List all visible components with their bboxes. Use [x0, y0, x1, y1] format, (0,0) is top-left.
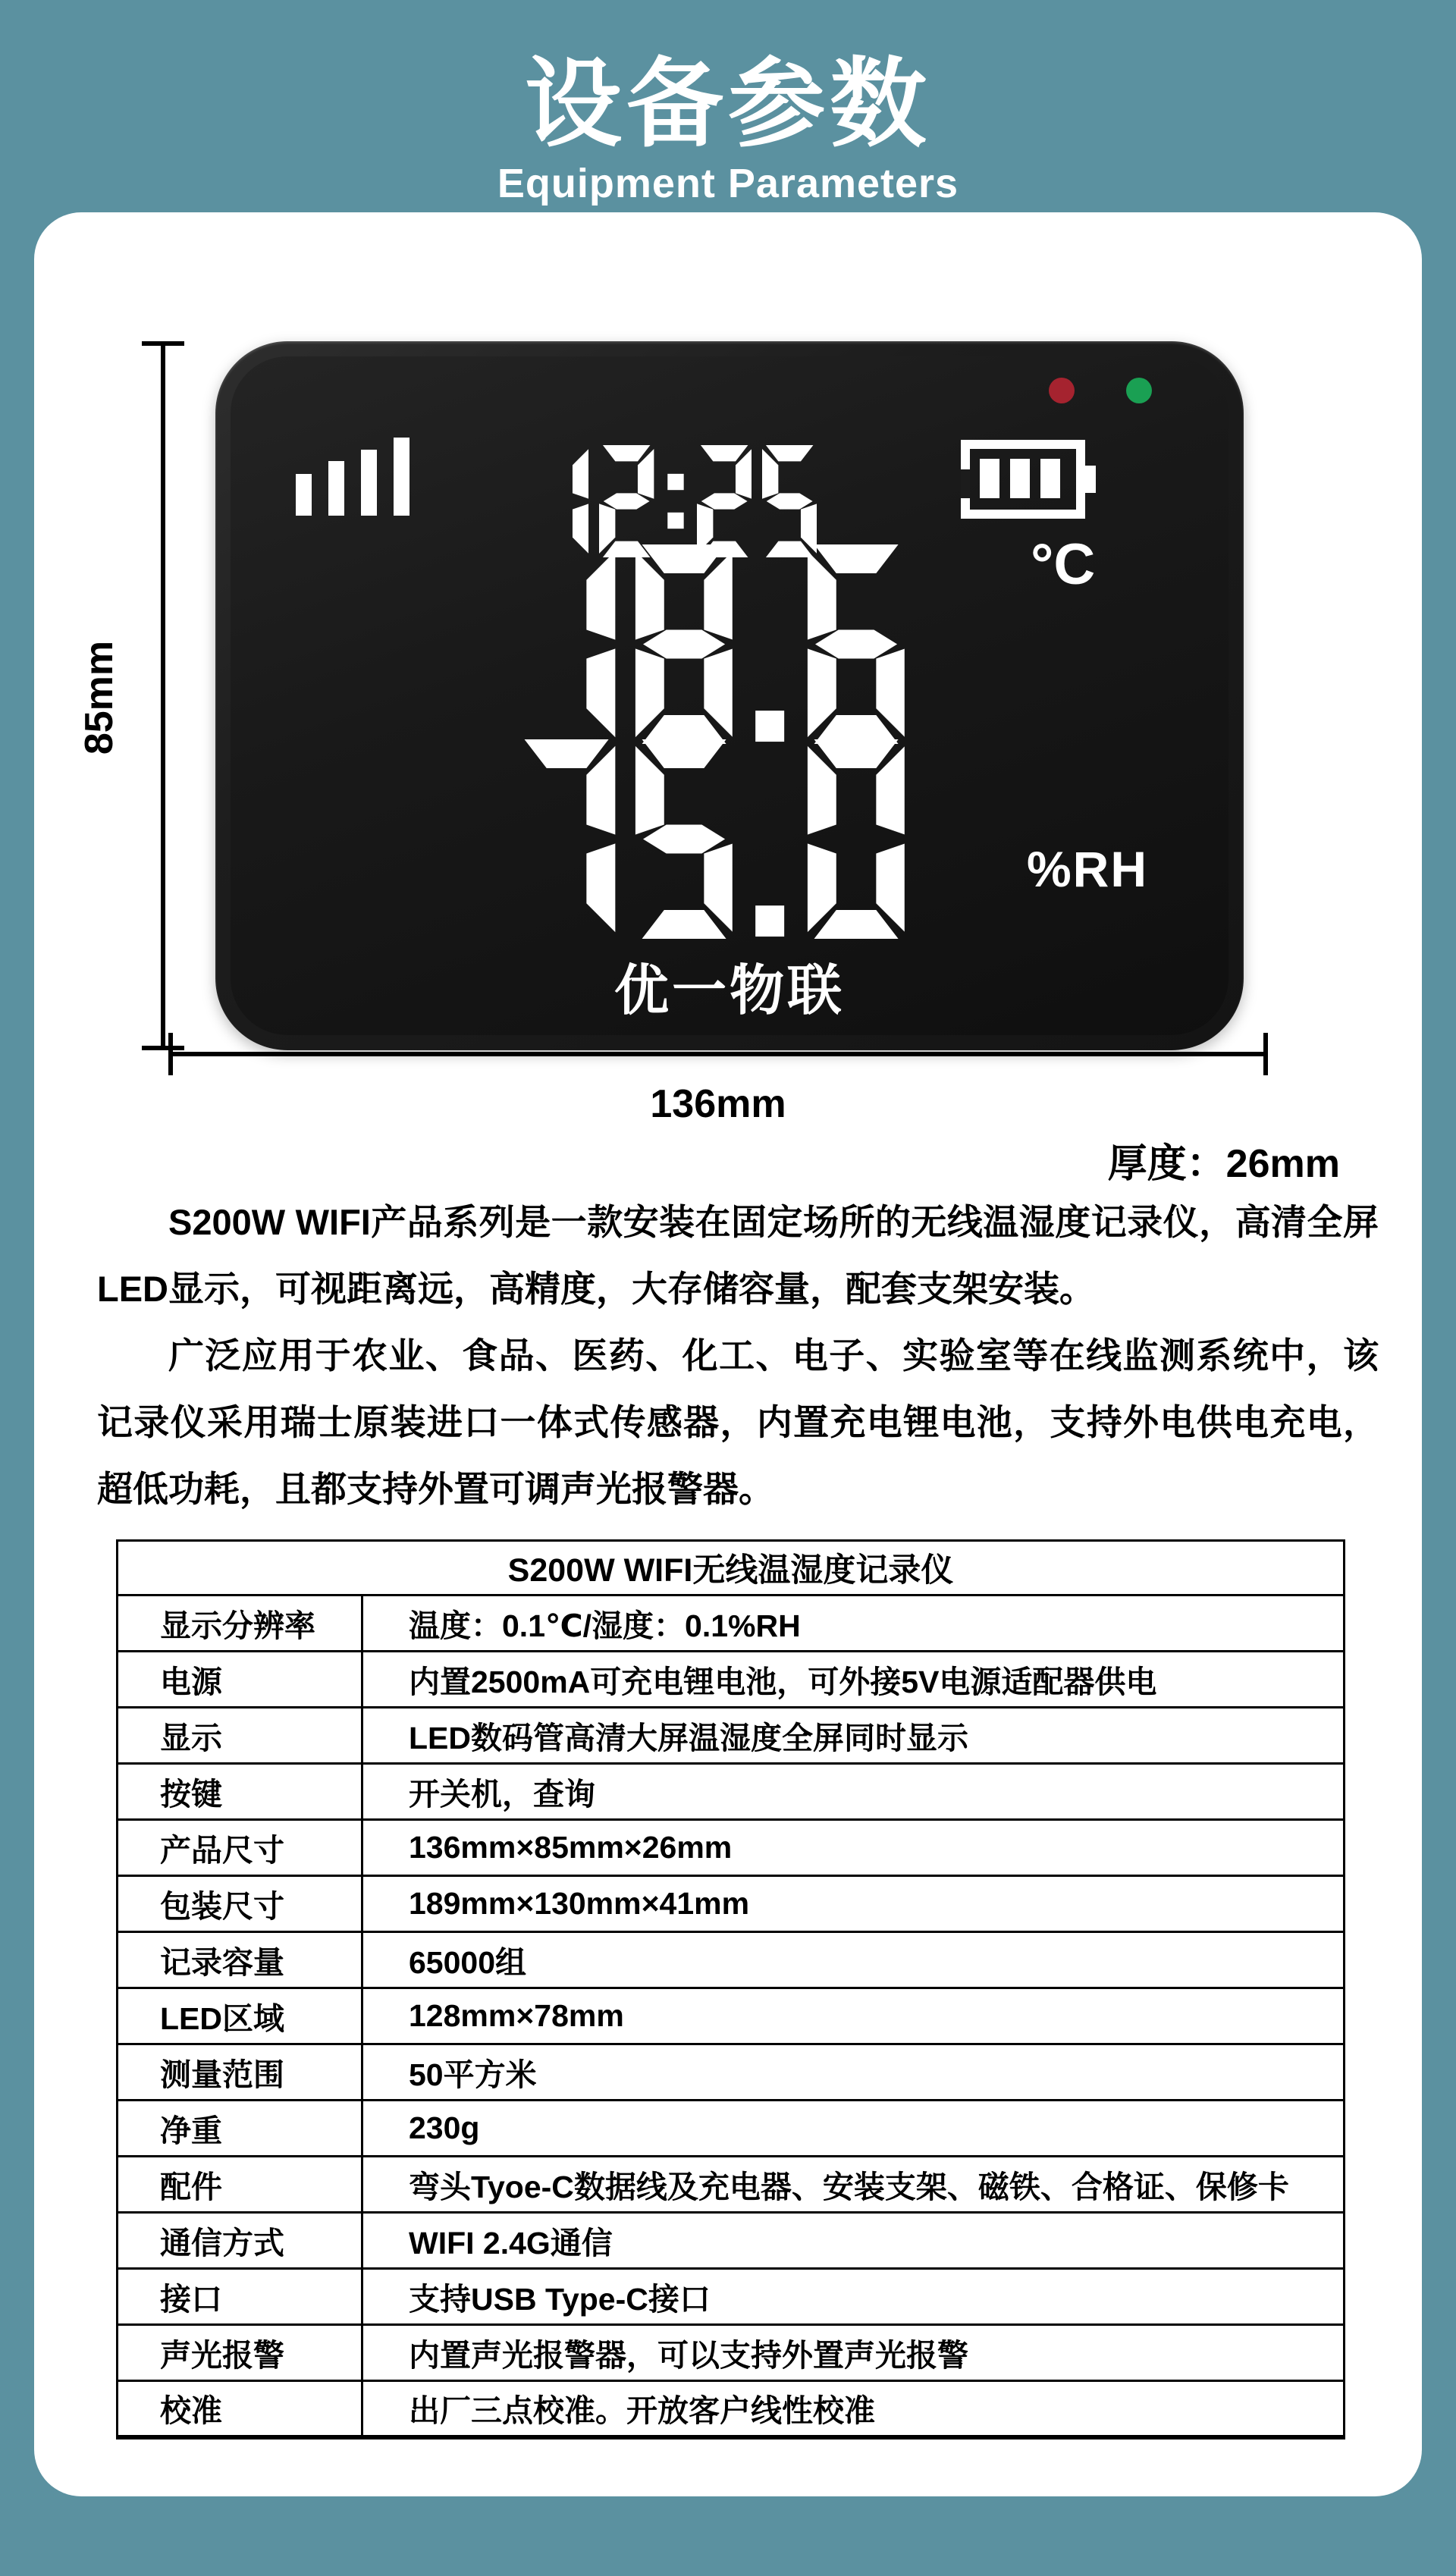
spec-table-row [118, 2157, 1345, 2213]
spec-table-row [118, 2325, 1345, 2381]
page-header [0, 0, 1456, 207]
description-paragraph-2: 广泛应用于农业、食品、医药、化工、电子、实验室等在线监测系统中，该记录仪采用瑞士原装进口一体式传感器，内置充电锂电池，支持外电供电充电，超低功耗，且都支持外置可调声光报警器。 [97, 1335, 1379, 1509]
content-card [34, 212, 1422, 2496]
description-paragraph-1: S200W WIFI产品系列是一款安装在固定场所的无线温湿度记录仪，高清全屏LED显示，可视距离远，高精度，大存储容量，配套支架安装。 [97, 1202, 1379, 1309]
spec-table-body [118, 1595, 1345, 2437]
spec-table-row [118, 2269, 1345, 2325]
humidity-unit-label: %RH [1027, 841, 1149, 897]
spec-value: 内置声光报警器，可以支持外置声光报警 [362, 2325, 1345, 2381]
spec-value: 温度：0.1℃/湿度：0.1%RH [362, 1595, 1345, 1652]
spec-table-row [118, 1708, 1345, 1764]
page-title: 设备参数 [524, 50, 931, 158]
spec-table-row [118, 1820, 1345, 1876]
spec-value: 189mm×130mm×41mm [362, 1876, 1345, 1932]
spec-table-row [118, 2044, 1345, 2101]
spec-value: 支持USB Type-C接口 [362, 2269, 1345, 2325]
device-screen [231, 356, 1228, 1035]
width-dimension-line [168, 1033, 1268, 1075]
spec-label: 声光报警 [118, 2325, 362, 2381]
spec-value: WIFI 2.4G通信 [362, 2213, 1345, 2269]
spec-table-row [118, 2101, 1345, 2157]
spec-label: 配件 [118, 2157, 362, 2213]
signal-bars-icon [296, 438, 410, 516]
spec-value: 136mm×85mm×26mm [362, 1820, 1345, 1876]
spec-label: 通信方式 [118, 2213, 362, 2269]
temperature-value [518, 544, 905, 744]
product-description [97, 1189, 1379, 1523]
spec-value: 230g [362, 2101, 1345, 2157]
red-led-indicator [1049, 378, 1075, 403]
humidity-value [518, 739, 905, 939]
green-led-indicator [1126, 378, 1152, 403]
spec-table-row [118, 1652, 1345, 1708]
spec-table-row [118, 1932, 1345, 1988]
spec-label: 校准 [118, 2381, 362, 2437]
spec-label: 显示分辨率 [118, 1595, 362, 1652]
spec-table-row [118, 2381, 1345, 2437]
page-subtitle: Equipment Parameters [497, 160, 959, 206]
spec-value: 50平方米 [362, 2044, 1345, 2101]
dimension-line [168, 1052, 1268, 1056]
dimension-line [161, 341, 165, 1050]
spec-label: 产品尺寸 [118, 1820, 362, 1876]
spec-value: 开关机，查询 [362, 1764, 1345, 1820]
thickness-label: 厚度：26mm [1107, 1142, 1340, 1186]
spec-value: LED数码管高清大屏温湿度全屏同时显示 [362, 1708, 1345, 1764]
width-dimension-label: 136mm [650, 1082, 786, 1126]
dimension-cap [1263, 1033, 1268, 1075]
spec-label: 包装尺寸 [118, 1876, 362, 1932]
height-dimension-label: 85mm [77, 640, 121, 755]
spec-table-header-row [118, 1541, 1345, 1595]
height-dimension-line [142, 341, 184, 1050]
spec-table-row [118, 2213, 1345, 2269]
device-image [215, 341, 1244, 1050]
spec-table-row [118, 1764, 1345, 1820]
spec-label: 接口 [118, 2269, 362, 2325]
spec-label: 电源 [118, 1652, 362, 1708]
battery-icon [961, 440, 1085, 519]
spec-label: 按键 [118, 1764, 362, 1820]
spec-value: 65000组 [362, 1932, 1345, 1988]
spec-table [116, 1539, 1345, 2440]
spec-table-row [118, 1876, 1345, 1932]
spec-label: LED区域 [118, 1988, 362, 2044]
spec-value: 128mm×78mm [362, 1988, 1345, 2044]
temperature-unit-label: °C [1031, 532, 1096, 597]
spec-table-title: S200W WIFI无线温湿度记录仪 [118, 1541, 1345, 1595]
spec-table-row [118, 1595, 1345, 1652]
time-display [534, 445, 817, 557]
spec-table-row [118, 1988, 1345, 2044]
spec-value: 内置2500mA可充电锂电池，可外接5V电源适配器供电 [362, 1652, 1345, 1708]
spec-value: 弯头Tyoe-C数据线及充电器、安装支架、磁铁、合格证、保修卡 [362, 2157, 1345, 2213]
spec-label: 净重 [118, 2101, 362, 2157]
spec-label: 测量范围 [118, 2044, 362, 2101]
spec-label: 显示 [118, 1708, 362, 1764]
brand-label: 优一物联 [613, 961, 845, 1021]
spec-value: 出厂三点校准。开放客户线性校准 [362, 2381, 1345, 2437]
spec-label: 记录容量 [118, 1932, 362, 1988]
